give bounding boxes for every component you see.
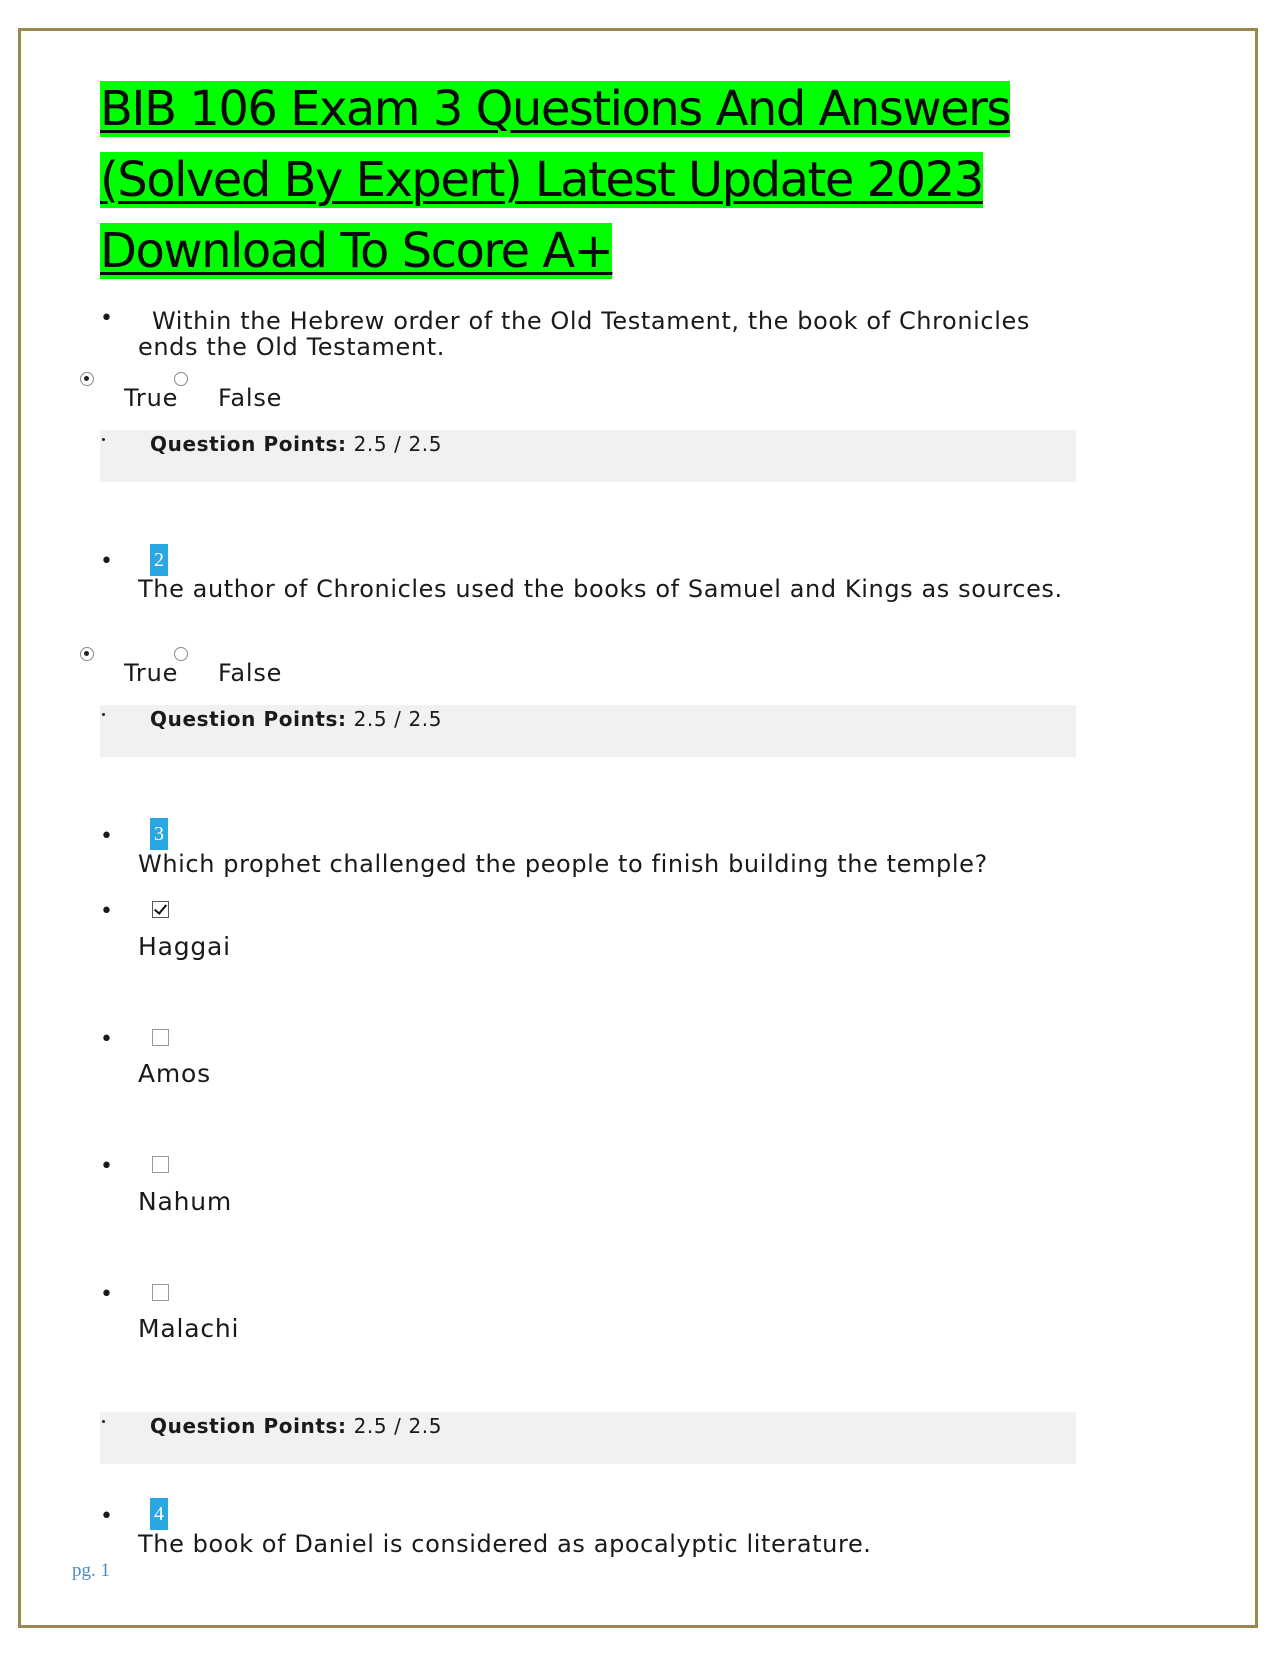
- bullet: •: [100, 899, 113, 924]
- points-dot: [102, 438, 105, 441]
- bullet: •: [100, 549, 113, 574]
- document-title: [100, 74, 1080, 287]
- q3-points-label: Question Points:: [150, 1414, 347, 1438]
- q2-points-value: 2.5 / 2.5: [353, 707, 443, 731]
- q3-points-value: 2.5 / 2.5: [353, 1414, 443, 1438]
- q3-option-4-checkbox[interactable]: [152, 1284, 169, 1301]
- q2-points-label: Question Points:: [150, 707, 347, 731]
- q1-points-value: 2.5 / 2.5: [353, 432, 443, 456]
- page-number: pg. 1: [72, 1560, 110, 1581]
- q3-option-2-checkbox[interactable]: [152, 1029, 169, 1046]
- q3-option-3-checkbox[interactable]: [152, 1156, 169, 1173]
- q2-points: [150, 706, 442, 732]
- q1-text: Within the Hebrew order of the Old Testament, the book of Chronicles ends the Old Testament.: [138, 307, 1030, 361]
- bullet: •: [100, 306, 113, 331]
- bullet: •: [100, 1504, 113, 1529]
- q3-points: [150, 1413, 442, 1439]
- q3-option-1-checkbox[interactable]: [152, 901, 169, 918]
- q2-true-radio[interactable]: [80, 647, 94, 661]
- bullet: •: [100, 1282, 113, 1307]
- q3-option-3-label: Nahum: [138, 1187, 233, 1216]
- q1-points: [150, 431, 442, 457]
- q2-text: The author of Chronicles used the books of Samuel and Kings as sources.: [138, 575, 1063, 603]
- q4-number-badge: 4: [150, 1498, 168, 1530]
- points-dot: [102, 713, 105, 716]
- q1-true-radio[interactable]: [80, 372, 94, 386]
- q3-option-1-label: Haggai: [138, 932, 231, 961]
- q3-option-2-label: Amos: [138, 1059, 211, 1088]
- q2-true-label: True: [124, 659, 179, 687]
- bullet: •: [100, 1154, 113, 1179]
- q1-points-label: Question Points:: [150, 432, 347, 456]
- q2-false-label: False: [218, 659, 283, 687]
- q3-option-4-label: Malachi: [138, 1314, 240, 1343]
- q2-number-badge: 2: [150, 544, 168, 576]
- q1-false-label: False: [218, 384, 283, 412]
- q4-text: The book of Daniel is considered as apocalyptic literature.: [138, 1530, 872, 1558]
- q3-number-badge: 3: [150, 818, 168, 850]
- document-title-text: BIB 106 Exam 3 Questions And Answers (Solved By Expert) Latest Update 2023 Download To Score A+: [100, 81, 1010, 279]
- q1-true-label: True: [124, 384, 179, 412]
- bullet: •: [100, 1027, 113, 1052]
- bullet: •: [100, 824, 113, 849]
- points-dot: [102, 1420, 105, 1423]
- q3-text: Which prophet challenged the people to finish building the temple?: [138, 850, 988, 878]
